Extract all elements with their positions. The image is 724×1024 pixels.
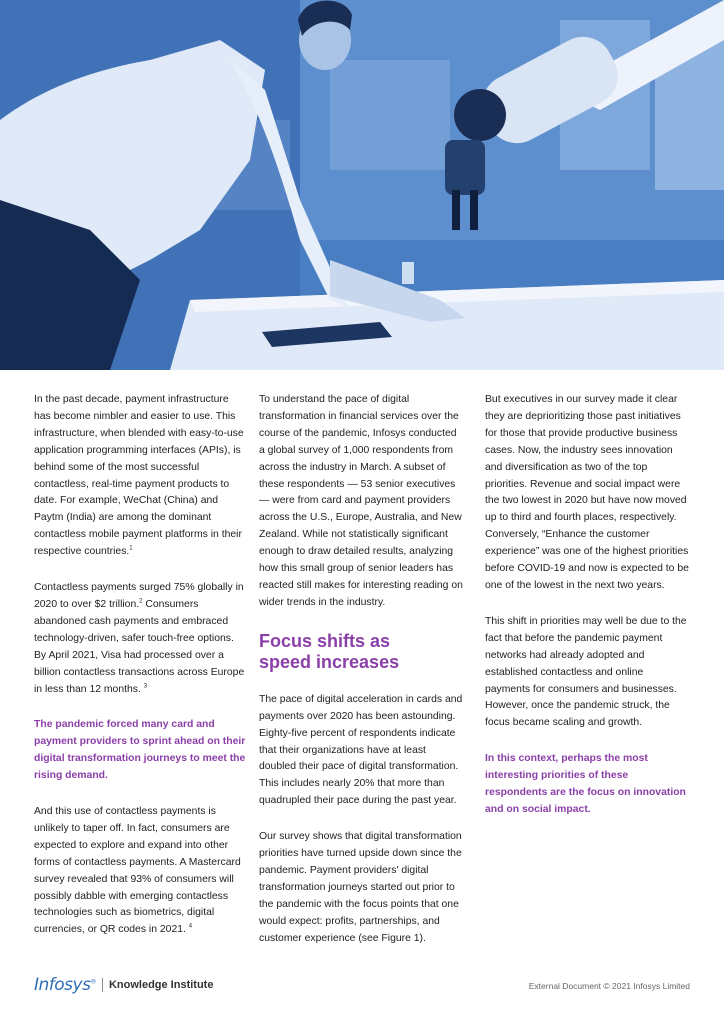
footnote-ref: 4 [188,923,193,930]
text-column-2 [259,392,463,966]
logo-divider [102,978,103,992]
text-column-1 [34,392,246,958]
paragraph: And this use of contactless payments is unlikely to taper off. In fact, consumers are expected to explore and expand into other forms of contactless payments. A Mastercard survey revealed that 93% of consumers will possibly dabble with emerging contactless technologies such as biometrics, digital currencies, or QR codes in 2021. $^4$ [34,806,241,936]
text-column-3 [485,392,690,838]
paragraph: Our survey shows that digital transformation priorities have turned upside down since the pandemic. Payment providers' digital transformation journeys started out prior to the pandemic with the focus points that one would expect: profits, partnerships, and customer experience (see Figure 1). [259,831,462,944]
footnote-ref: 1 [129,545,133,552]
hero-illustration [0,0,724,370]
callout-quote: The pandemic forced many card and payment providers to sprint ahead on their digital transformation journeys to meet the rising demand. [34,719,246,782]
paragraph: To understand the pace of digital transformation in financial services over the course of the pandemic, Infosys conducted a global survey of 1,000 respondents from across the industry in March. A subset of these respondents — 53 senior executives — were from card and payment providers across the U.S., Europe, Australia, and New Zealand. While not statistically significant enough to draw detailed results, analyzing how this small group of senior leaders has reacted still makes for interesting reading on wider trends in the industry. [259,394,463,608]
footnote-ref: 2 [139,598,143,605]
copyright-notice: External Document © 2021 Infosys Limited [528,981,690,991]
logo-wordmark: Infosys® [34,975,96,995]
callout-quote: In this context, perhaps the most interesting priorities of these respondents are the focus on innovation and on social impact. [485,753,686,815]
paragraph: But executives in our survey made it clear they are deprioritizing those past initiatives for those that provide productive business cases. Now, the industry sees innovation and diversification as two of the top priorities. Revenue and social impact were the two lowest in 2020 but have now moved up to third and fourth places, respectively. Conversely, “Enhance the customer experience” was one of the highest priorities before COVID-19 and now is expected to be one of the lowest in the next two years. [485,394,689,591]
paragraph: Contactless payments surged 75% globally in 2020 to over $2 trillion.$^2$ Consumers abandoned cash payments and embraced technology-driven, safer touch-free options. By April 2021, Visa had processed over a billion contactless transactions across Europe in less than 12 months. $^3$ [34,582,245,695]
logo-institute-label: Knowledge Institute [108,979,214,991]
paragraph: This shift in priorities may well be due to the fact that before the pandemic payment networks had already adopted and established contactless and online payments for consumers and businesses. However, once the pandemic struck, the focus became scaling and growth. [485,615,687,729]
hero-image [0,0,724,370]
section-heading: Focus shifts as speed increases [259,630,400,672]
infosys-logo [34,974,213,996]
paragraph: The pace of digital acceleration in cards and payments over 2020 has been astounding. Eighty-five percent of respondents indicate that their organizations have at least doubled their pace of digital transformation. This includes nearly 20% that more than quadrupled their pace during the past year. [259,693,463,807]
paragraph: In the past decade, payment infrastructure has become nimbler and easier to use. This infrastructure, when blended with easy-to-use application programming interfaces (APIs), is behind some of the most successful contactless, real-time payment products to date. For example, WeChat (China) and Paytm (India) are among the dominant contactless mobile payment platforms in their respective countries.$^1$ [34,394,244,558]
footnote-ref: 3 [143,683,148,690]
